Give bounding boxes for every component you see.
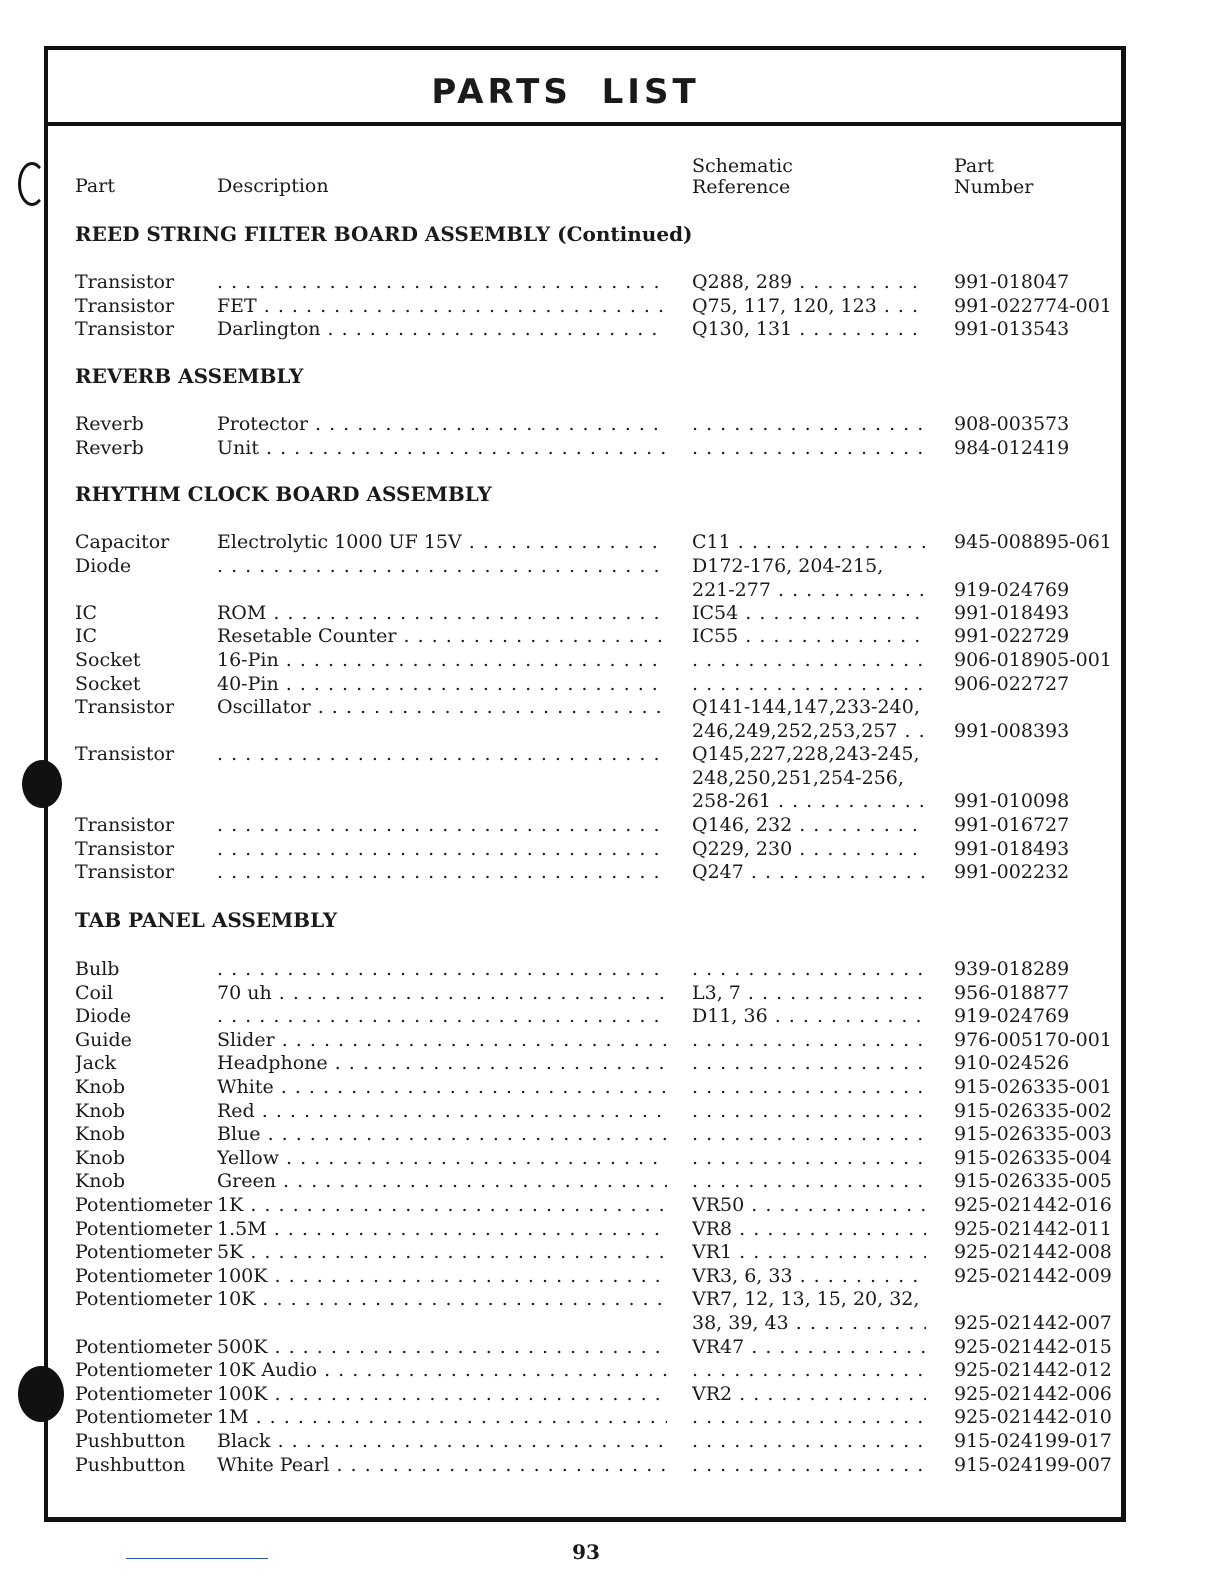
part-name: Reverb: [75, 413, 144, 435]
part-number: 915-026335-001: [954, 1076, 1112, 1098]
part-number: 984-012419: [954, 437, 1070, 459]
part-name: Potentiometer: [75, 1241, 212, 1263]
part-name: Transistor: [75, 814, 175, 836]
part-name: Coil: [75, 982, 114, 1004]
part-name: Socket: [75, 673, 141, 695]
part-number: 925-021442-016: [954, 1194, 1112, 1216]
part-number: 991-002232: [954, 861, 1070, 883]
column-header-schematic-line1: Schematic: [692, 155, 793, 177]
column-header-schematic: [692, 156, 793, 198]
part-number: 991-016727: [954, 814, 1070, 836]
part-name: Reverb: [75, 437, 144, 459]
part-name: Potentiometer: [75, 1194, 212, 1216]
part-number: 925-021442-011: [954, 1218, 1112, 1240]
part-description: 70 uh . . .: [217, 981, 667, 1005]
table-row: [0, 317, 1224, 341]
table-row: [0, 1028, 1224, 1052]
part-name: Potentiometer: [75, 1383, 212, 1405]
part-name: Transistor: [75, 838, 175, 860]
part-name: Knob: [75, 1100, 126, 1122]
part-number: 991-022774-001: [954, 295, 1112, 317]
schematic-reference: VR8 . . .: [692, 1217, 926, 1241]
part-description: [217, 554, 667, 578]
part-description: ROM . . .: [217, 601, 667, 625]
part-description: [217, 270, 667, 294]
table-row: [0, 1335, 1224, 1359]
part-description: White . . .: [217, 1075, 667, 1099]
table-row: [0, 1358, 1224, 1382]
table-row: [0, 837, 1224, 861]
schematic-reference: [692, 648, 926, 672]
table-row: [0, 436, 1224, 460]
table-row: [0, 1146, 1224, 1170]
schematic-reference: C11 . . .: [692, 530, 926, 554]
schematic-reference: [692, 1051, 926, 1075]
part-name: Diode: [75, 1005, 132, 1027]
page-number: 93: [572, 1540, 600, 1564]
schematic-reference: VR1 . . .: [692, 1240, 926, 1264]
part-number: 976-005170-001: [954, 1029, 1112, 1051]
table-row: [0, 648, 1224, 672]
schematic-reference: Q75, 117, 120, 123 . . .: [692, 294, 926, 318]
part-description: [217, 813, 667, 837]
section-heading: TAB PANEL ASSEMBLY: [75, 908, 338, 932]
schematic-reference: [692, 1429, 926, 1453]
schematic-reference: [692, 1146, 926, 1170]
part-number: 991-008393: [954, 720, 1070, 742]
table-row: [0, 1240, 1224, 1264]
part-description: 10K . . .: [217, 1287, 667, 1311]
schematic-reference: VR7, 12, 13, 15, 20, 32,: [692, 1288, 920, 1310]
schematic-reference: VR47 . . .: [692, 1335, 926, 1359]
footer-rule: [126, 1558, 268, 1559]
part-number: 991-018493: [954, 838, 1070, 860]
part-description: FET . . .: [217, 294, 667, 318]
table-row: [0, 270, 1224, 294]
table-row: [0, 1217, 1224, 1241]
part-number: 939-018289: [954, 958, 1070, 980]
column-header-part: Part: [75, 175, 115, 197]
part-number: 915-026335-003: [954, 1123, 1112, 1145]
schematic-reference: [692, 1028, 926, 1052]
part-description: Red . . .: [217, 1099, 667, 1123]
part-number: 910-024526: [954, 1052, 1070, 1074]
section-heading: RHYTHM CLOCK BOARD ASSEMBLY: [75, 482, 492, 506]
column-header-part-number-line1: Part: [954, 155, 994, 177]
table-row: [0, 1051, 1224, 1075]
schematic-reference: Q247 . . .: [692, 860, 926, 884]
part-name: Potentiometer: [75, 1336, 212, 1358]
table-row: [0, 957, 1224, 981]
schematic-reference: L3, 7 . . .: [692, 981, 926, 1005]
table-row: [0, 981, 1224, 1005]
page-title: PARTS LIST: [431, 72, 700, 112]
part-description: [217, 860, 667, 884]
binder-hole-mark: [18, 1366, 64, 1422]
schematic-reference: IC54 . . .: [692, 601, 926, 625]
part-name: Potentiometer: [75, 1218, 212, 1240]
table-row: [0, 1405, 1224, 1429]
schematic-reference: 258-261 . . .: [692, 789, 926, 813]
binder-hole-mark: [18, 162, 46, 206]
schematic-reference: Q130, 131 . . .: [692, 317, 926, 341]
part-description: 1.5M . . .: [217, 1217, 667, 1241]
schematic-reference: 38, 39, 43 . . .: [692, 1311, 926, 1335]
part-number: 906-018905-001: [954, 649, 1112, 671]
table-row: [0, 530, 1224, 554]
part-name: Jack: [75, 1052, 117, 1074]
part-number: 919-024769: [954, 1005, 1070, 1027]
schematic-reference: 248,250,251,254-256,: [692, 767, 904, 789]
part-number: 925-021442-006: [954, 1383, 1112, 1405]
part-name: Knob: [75, 1076, 126, 1098]
schematic-reference: D11, 36 . . .: [692, 1004, 926, 1028]
part-description: Electrolytic 1000 UF 15V . . .: [217, 530, 667, 554]
part-description: 100K . . .: [217, 1264, 667, 1288]
schematic-reference: 221-277 . . .: [692, 578, 926, 602]
part-description: Green . . .: [217, 1169, 667, 1193]
table-row: [0, 1382, 1224, 1406]
table-row: [0, 1453, 1224, 1477]
schematic-reference: VR50 . . .: [692, 1193, 926, 1217]
schematic-reference: Q141-144,147,233-240,: [692, 696, 920, 718]
part-number: 991-010098: [954, 790, 1070, 812]
part-number: 915-026335-005: [954, 1170, 1112, 1192]
schematic-reference: [692, 1099, 926, 1123]
part-description: Slider . . .: [217, 1028, 667, 1052]
part-number: 925-021442-012: [954, 1359, 1112, 1381]
part-description: [217, 957, 667, 981]
part-number: 991-013543: [954, 318, 1070, 340]
part-description: [217, 1004, 667, 1028]
part-description: Black . . .: [217, 1429, 667, 1453]
part-name: Potentiometer: [75, 1406, 212, 1428]
schematic-reference: IC55 . . .: [692, 624, 926, 648]
schematic-reference: [692, 1122, 926, 1146]
schematic-reference: VR3, 6, 33 . . .: [692, 1264, 926, 1288]
table-row: [0, 1429, 1224, 1453]
part-description: Headphone . . .: [217, 1051, 667, 1075]
table-row: [0, 672, 1224, 696]
column-header-schematic-line2: Reference: [692, 176, 791, 198]
schematic-reference: D172-176, 204-215,: [692, 555, 884, 577]
part-name: Bulb: [75, 958, 120, 980]
table-row: [0, 601, 1224, 625]
part-name: Transistor: [75, 271, 175, 293]
part-description: Resetable Counter . . .: [217, 624, 667, 648]
schematic-reference: Q146, 232 . . .: [692, 813, 926, 837]
part-description: Darlington . . .: [217, 317, 667, 341]
part-number: 991-018047: [954, 271, 1070, 293]
table-row: [0, 1287, 1224, 1334]
schematic-reference: [692, 1358, 926, 1382]
part-name: Pushbutton: [75, 1430, 186, 1452]
part-number: 915-026335-004: [954, 1147, 1112, 1169]
schematic-reference: [692, 436, 926, 460]
part-number: 915-024199-007: [954, 1454, 1112, 1476]
part-number: 925-021442-010: [954, 1406, 1112, 1428]
part-description: 100K . . .: [217, 1382, 667, 1406]
table-row: [0, 1264, 1224, 1288]
part-number: 956-018877: [954, 982, 1070, 1004]
part-name: Knob: [75, 1170, 126, 1192]
table-row: [0, 554, 1224, 601]
schematic-reference: Q145,227,228,243-245,: [692, 743, 920, 765]
table-row: [0, 860, 1224, 884]
schematic-reference: [692, 1075, 926, 1099]
table-row: [0, 1099, 1224, 1123]
schematic-reference: 246,249,252,253,257 . . .: [692, 719, 926, 743]
part-name: Transistor: [75, 295, 175, 317]
part-number: 908-003573: [954, 413, 1070, 435]
part-number: 925-021442-008: [954, 1241, 1112, 1263]
schematic-reference: [692, 412, 926, 436]
part-name: Capacitor: [75, 531, 170, 553]
table-row: [0, 624, 1224, 648]
part-description: White Pearl . . .: [217, 1453, 667, 1477]
part-name: Potentiometer: [75, 1265, 212, 1287]
part-name: Transistor: [75, 861, 175, 883]
part-name: Transistor: [75, 696, 175, 718]
part-name: Socket: [75, 649, 141, 671]
table-row: [0, 1122, 1224, 1146]
schematic-reference: [692, 1453, 926, 1477]
part-name: Transistor: [75, 318, 175, 340]
table-row: [0, 695, 1224, 742]
table-row: [0, 813, 1224, 837]
part-description: Yellow . . .: [217, 1146, 667, 1170]
part-number: 915-026335-002: [954, 1100, 1112, 1122]
schematic-reference: [692, 1169, 926, 1193]
table-row: [0, 1075, 1224, 1099]
table-row: [0, 1169, 1224, 1193]
column-header-part-number: [954, 156, 1033, 198]
part-number: 906-022727: [954, 673, 1070, 695]
table-row: [0, 412, 1224, 436]
part-description: 1M . . .: [217, 1405, 667, 1429]
schematic-reference: Q288, 289 . . .: [692, 270, 926, 294]
part-name: Diode: [75, 555, 132, 577]
part-number: 925-021442-015: [954, 1336, 1112, 1358]
part-number: 925-021442-007: [954, 1312, 1112, 1334]
binder-hole-mark: [22, 760, 62, 808]
column-header-description: Description: [217, 175, 329, 197]
schematic-reference: [692, 1405, 926, 1429]
part-name: Guide: [75, 1029, 132, 1051]
part-description: Blue . . .: [217, 1122, 667, 1146]
table-row: [0, 294, 1224, 318]
part-number: 991-022729: [954, 625, 1070, 647]
part-name: Transistor: [75, 743, 175, 765]
part-number: 991-018493: [954, 602, 1070, 624]
table-row: [0, 742, 1224, 813]
part-name: Knob: [75, 1123, 126, 1145]
part-description: Protector . . .: [217, 412, 667, 436]
part-description: 40-Pin . . .: [217, 672, 667, 696]
part-name: IC: [75, 625, 98, 647]
part-name: Knob: [75, 1147, 126, 1169]
table-row: [0, 1004, 1224, 1028]
section-heading: REED STRING FILTER BOARD ASSEMBLY (Continued): [75, 222, 693, 246]
section-heading: REVERB ASSEMBLY: [75, 364, 304, 388]
column-header-part-number-line2: Number: [954, 176, 1034, 198]
title-bar: [48, 50, 1121, 126]
part-description: 10K Audio . . .: [217, 1358, 667, 1382]
part-name: Potentiometer: [75, 1288, 212, 1310]
part-description: 5K . . .: [217, 1240, 667, 1264]
schematic-reference: Q229, 230 . . .: [692, 837, 926, 861]
part-description: [217, 742, 667, 766]
table-row: [0, 1193, 1224, 1217]
schematic-reference: [692, 957, 926, 981]
part-description: Oscillator . . .: [217, 695, 667, 719]
schematic-reference: VR2 . . .: [692, 1382, 926, 1406]
part-number: 919-024769: [954, 579, 1070, 601]
part-description: Unit . . .: [217, 436, 667, 460]
part-description: [217, 837, 667, 861]
part-name: Pushbutton: [75, 1454, 186, 1476]
part-number: 945-008895-061: [954, 531, 1112, 553]
part-description: 1K . . .: [217, 1193, 667, 1217]
part-description: 500K . . .: [217, 1335, 667, 1359]
schematic-reference: [692, 672, 926, 696]
part-name: IC: [75, 602, 98, 624]
part-name: Potentiometer: [75, 1359, 212, 1381]
part-number: 925-021442-009: [954, 1265, 1112, 1287]
part-number: 915-024199-017: [954, 1430, 1112, 1452]
part-description: 16-Pin . . .: [217, 648, 667, 672]
